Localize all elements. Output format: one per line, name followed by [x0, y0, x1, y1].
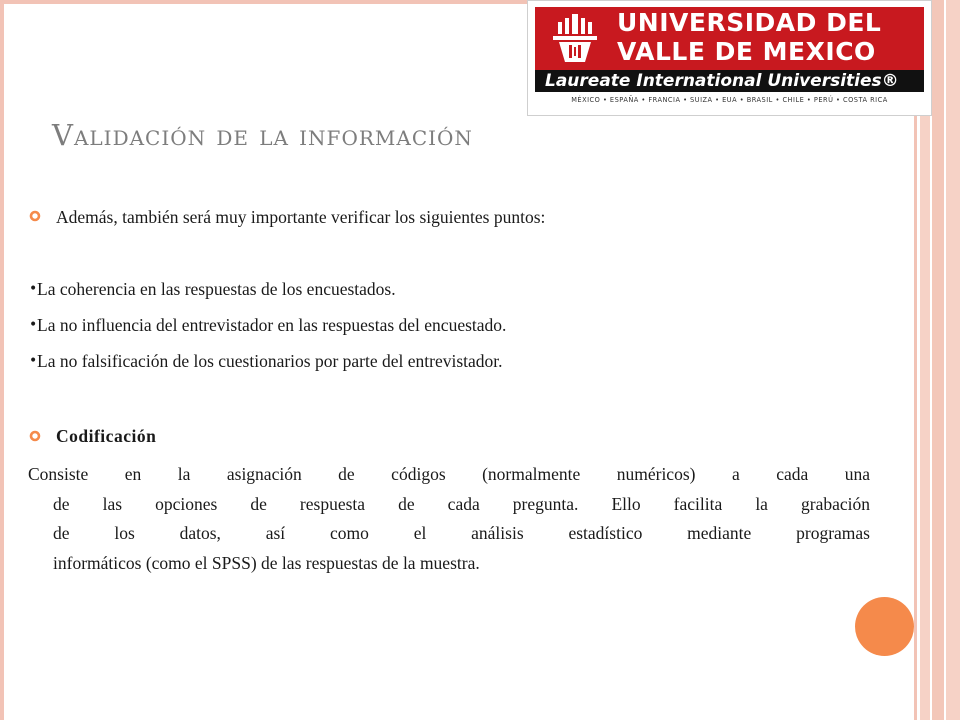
paragraph-line: Consiste en la asignación de códigos (normalmente numéricos) a cada una — [28, 464, 870, 484]
logo-name-line1: UNIVERSIDAD DEL — [617, 8, 882, 37]
paragraph-line: de los datos, así como el análisis estadístico mediante programas — [53, 523, 870, 543]
point-item: La coherencia en las respuestas de los encuestados. — [37, 279, 396, 299]
paragraph-line: informáticos (como el SPSS) de las respuestas de la muestra. — [53, 552, 480, 573]
logo-tagline: Laureate International Universities® — [545, 71, 899, 91]
frame-border-left — [0, 0, 4, 720]
section-heading: Codificación — [56, 426, 157, 446]
logo-black-band — [535, 70, 924, 92]
side-stripe — [932, 0, 944, 720]
bullet-ring-icon — [29, 210, 41, 222]
bullet-ring-icon — [29, 430, 41, 442]
logo-red-band — [535, 7, 924, 70]
logo-name-line2: VALLE DE MEXICO — [617, 37, 876, 66]
codificacion-paragraph — [28, 460, 870, 578]
university-seal-icon — [545, 12, 605, 64]
intro-text: Además, también será muy importante verificar los siguientes puntos: — [56, 207, 546, 227]
point-item: La no influencia del entrevistador en las respuestas del encuestado. — [37, 315, 507, 335]
paragraph-line: de las opciones de respuesta de cada pregunta. Ello facilita la grabación — [53, 493, 870, 514]
logo-countries: MÉXICO • ESPAÑA • FRANCIA • SUIZA • EUA • BRASIL • CHILE • PERÚ • COSTA RICA — [571, 96, 888, 104]
point-dot: • — [29, 353, 38, 369]
point-item: La no falsificación de los cuestionarios por parte del entrevistador. — [37, 351, 503, 371]
decorative-orange-circle — [855, 597, 914, 656]
point-dot: • — [29, 281, 38, 297]
point-dot: • — [29, 317, 38, 333]
university-logo — [527, 0, 932, 116]
slide-title: Validación de la información — [52, 118, 473, 152]
side-stripe — [946, 0, 960, 720]
